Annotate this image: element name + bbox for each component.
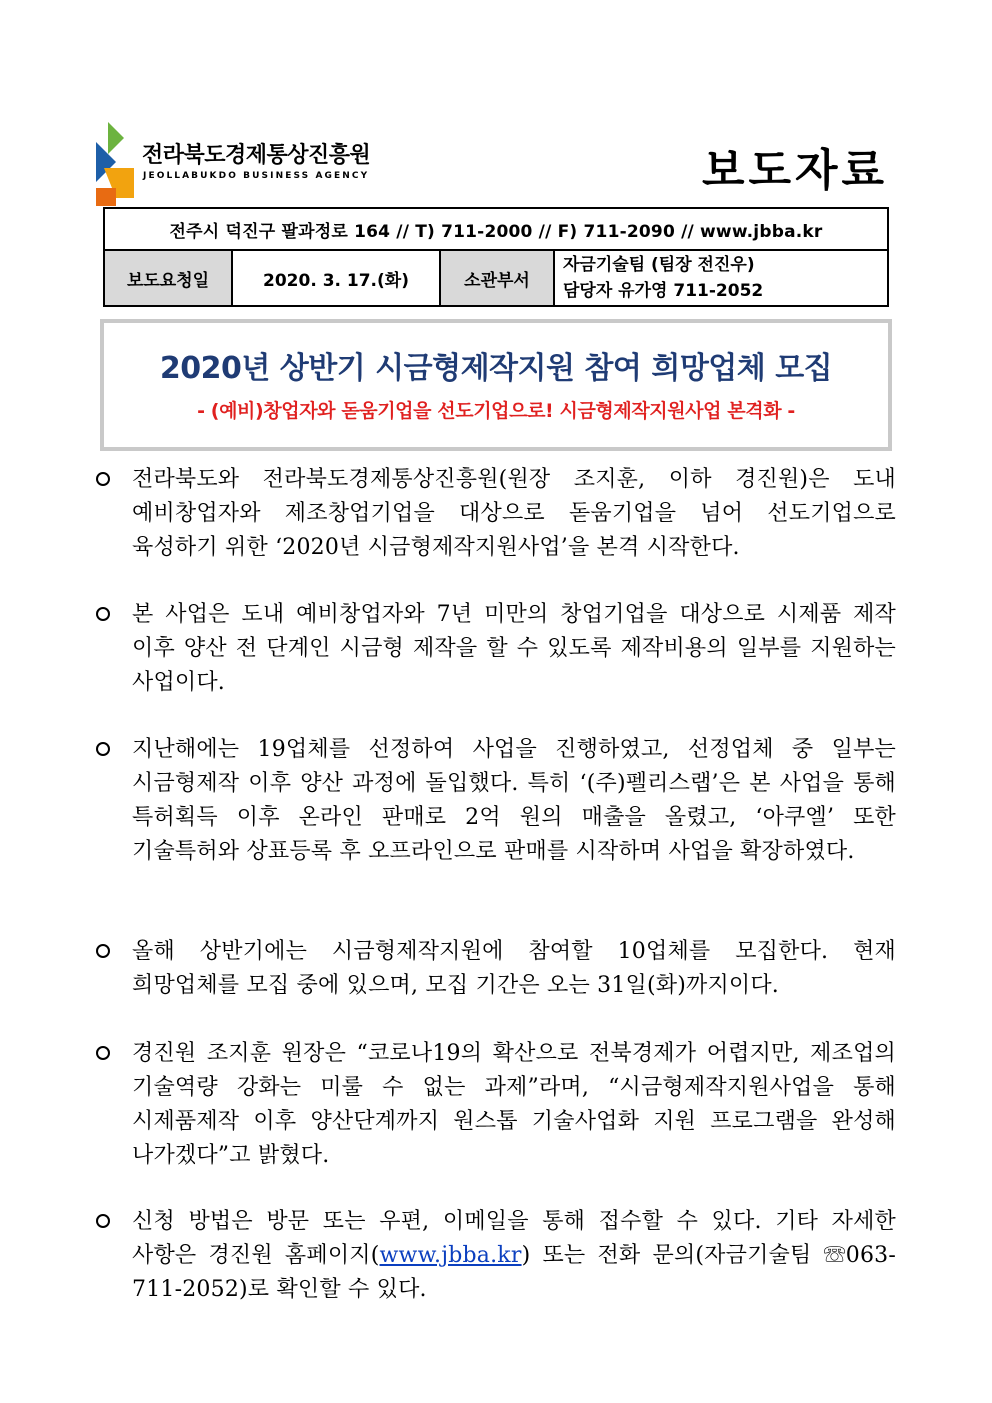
circle-bullet-icon — [96, 607, 110, 621]
info-table — [103, 207, 889, 307]
org-name-en: JEOLLABUKDO BUSINESS AGENCY — [143, 171, 370, 181]
document-type-title: 보도자료 — [701, 145, 888, 196]
paragraph-text: 올해 상반기에는 시금형제작지원에 참여할 10업체를 모집한다. 현재 희망업체를 모집 중에 있으며, 모집 기간은 오는 31일(화)까지이다. — [132, 939, 896, 998]
paragraph-text — [132, 1205, 896, 1307]
dept-team: 자금기술팀 (팀장 전진우) — [563, 255, 755, 275]
homepage-link[interactable]: www.jbba.kr — [379, 1243, 522, 1268]
circle-bullet-icon — [96, 1214, 110, 1228]
paragraph-text: 본 사업은 도내 예비창업자와 7년 미만의 창업기업을 대상으로 시제품 제작 이후 양산 전 단계인 시금형 제작을 할 수 있도록 제작비용의 일부를 지원하는 사업이다. — [132, 602, 896, 695]
circle-bullet-icon — [96, 1046, 110, 1060]
org-logo — [94, 118, 384, 208]
paragraph-text: 전라북도와 전라북도경제통상진흥원(원장 조지훈, 이하 경진원)은 도내 예비창업자와 제조창업기업을 대상으로 돋움기업을 넘어 선도기업으로 육성하기 위한 ‘2020년 시금형제작지원사업’을 본격 시작한다. — [132, 467, 896, 560]
paragraph-text-part: ) 또는 전화 문의(자금기술팀 ☏063-711-2052)로 확인할 수 있다. — [132, 1243, 896, 1302]
paragraph-text: 경진원 조지훈 원장은 “코로나19의 확산으로 전북경제가 어렵지만, 제조업의 기술역량 강화는 미룰 수 없는 과제”라며, “시금형제작지원사업을 통해 시제품제작 이후 양산단계까지 원스톱 기술사업화 지원 프로그램을 완성해 나가겠다”고 밝혔다. — [132, 1041, 896, 1168]
circle-bullet-icon — [96, 742, 110, 756]
headline-subtitle: - (예비)창업자와 돋움기업을 선도기업으로! 시금형제작지원사업 본격화 - — [197, 400, 795, 422]
headline-title: 2020년 상반기 시금형제작지원 참여 희망업체 모집 — [159, 351, 833, 386]
date-value: 2020. 3. 17.(화) — [232, 250, 440, 306]
org-name-ko: 전라북도경제통상진흥원 — [142, 143, 371, 168]
date-label: 보도요청일 — [104, 250, 232, 306]
headline-box — [100, 319, 892, 451]
circle-bullet-icon — [96, 472, 110, 486]
circle-bullet-icon — [96, 944, 110, 958]
dept-label: 소관부서 — [440, 250, 554, 306]
paragraph-text-part: 신청 방법은 방문 또는 우편, 이메일을 통해 접수할 수 있다. 기타 자세한 사항은 경진원 홈페이지( — [132, 1209, 896, 1268]
dept-info — [554, 250, 888, 306]
jbba-logo-icon — [94, 118, 138, 206]
dept-contact: 담당자 유가영 711-2052 — [563, 281, 764, 301]
paragraph-text: 지난해에는 19업체를 선정하여 사업을 진행하였고, 선정업체 중 일부는 시금형제작 이후 양산 과정에 돌입했다. 특히 ‘(주)펠리스랩’은 본 사업을 통해 특허획득 이후 온라인 판매로 2억 원의 매출을 올렸고, ‘아쿠엘’ 또한 기술특허와 상표등록 후 오프라인으로 판매를 시작하며 사업을 확장하였다. — [132, 737, 896, 864]
contact-line: 전주시 덕진구 팔과정로 164 // T) 711-2000 // F) 711-2090 // www.jbba.kr — [104, 208, 888, 250]
